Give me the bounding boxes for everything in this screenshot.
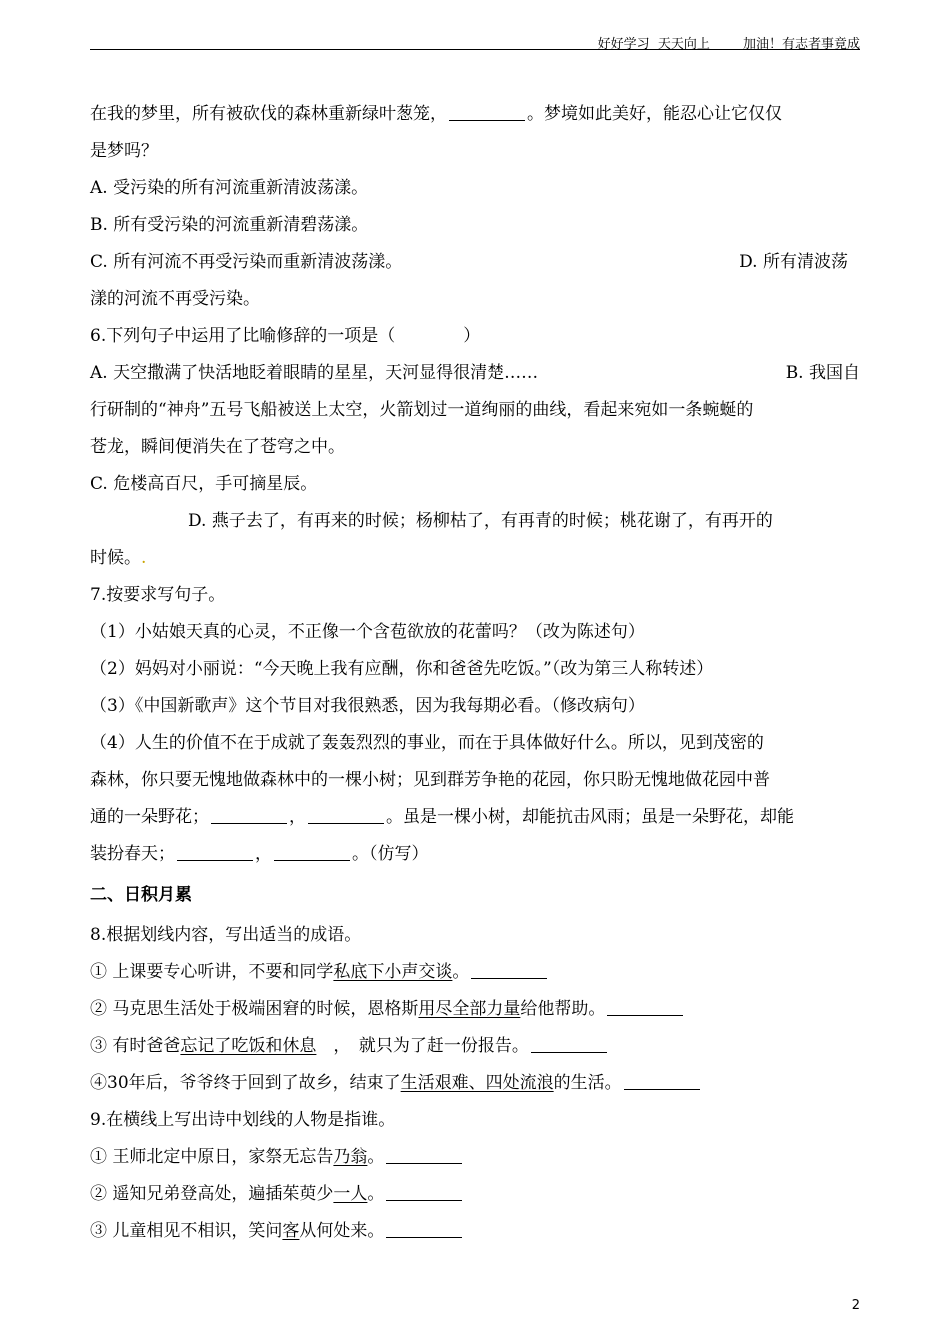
q9-item-3: ③ 儿童相见不相识，笑问客从何处来。 [90,1213,860,1250]
q9-stem: 9.在横线上写出诗中划线的人物是指谁。 [90,1110,396,1130]
header-right: 加油！有志者事竟成 [742,37,860,52]
q9-item-2: ② 遥知兄弟登高处，遍插茱萸少一人。 [90,1176,860,1213]
q7-item-4-line1: （4）人生的价值不在于成就了轰轰烈烈的事业，而在于具体做好什么。所以，见到茂密的 [90,733,764,753]
q6-option-b-cont1: 行研制的“神舟”五号飞船被送上太空，火箭划过一道绚丽的曲线，看起来宛如一条蜿蜒的 [90,400,754,420]
answer-blank[interactable] [274,859,350,861]
header-left: 好好学习 天天向上 [597,37,710,52]
q5-option-a: A. 受污染的所有河流重新清波荡漾。 [90,178,369,198]
q6-option-c: C. 危楼高百尺，手可摘星辰。 [90,474,318,494]
underlined-phrase: 忘记了吃饭和休息 [180,1036,317,1056]
q5-option-b: B. 所有受污染的河流重新清碧荡漾。 [90,215,369,235]
answer-blank[interactable] [531,1051,607,1053]
q7-item-4-line3: 通的一朵野花； ， 。虽是一棵小树，却能抗击风雨；虽是一朵野花，却能 [90,807,794,827]
answer-blank[interactable] [471,977,547,979]
q6-option-d-cont: 时候。. [90,548,147,568]
underlined-phrase: 生活艰难、四处流浪 [400,1073,554,1093]
header-rule [90,49,860,50]
q6-option-d: D. 燕子去了，有再来的时候；杨柳枯了，有再青的时候；桃花谢了，有再开的 [188,511,773,531]
q8-stem: 8.根据划线内容，写出适当的成语。 [90,925,362,945]
underlined-phrase: 私底下小声交谈 [333,962,453,982]
q5-option-cd-row [90,244,860,281]
q7-item-4-line2: 森林，你只要无愧地做森林中的一棵小树；见到群芳争艳的花园，你只盼无愧地做花园中普 [90,770,770,790]
q5-option-d: D. 所有清波荡 [739,252,848,272]
q8-item-1: ① 上课要专心听讲，不要和同学私底下小声交谈。 [90,954,860,991]
answer-blank[interactable] [308,822,384,824]
answer-blank[interactable] [607,1014,683,1016]
underlined-phrase: 一人 [333,1184,368,1204]
answer-blank[interactable] [211,822,287,824]
q6-option-b: B. 我国自 [785,363,860,383]
q8-item-3: ③ 有时爸爸忘记了吃饭和休息 ， 就只为了赶一份报告。 [90,1028,860,1065]
q5-stem-line1: 在我的梦里，所有被砍伐的森林重新绿叶葱笼， 。梦境如此美好，能忍心让它仅仅 [90,104,782,124]
q6-option-ab-row [90,355,860,392]
q7-stem: 7.按要求写句子。 [90,585,226,605]
q7-item-1: （1）小姑娘天真的心灵，不正像一个含苞欲放的花蕾吗？（改为陈述句） [90,622,645,642]
answer-blank[interactable] [386,1162,462,1164]
q7-item-4-line4: 装扮春天； ， 。（仿写） [90,844,429,864]
answer-blank[interactable] [386,1236,462,1238]
answer-blank[interactable] [449,119,525,121]
q6-stem: 6.下列句子中运用了比喻修辞的一项是（ ） [90,326,481,346]
underlined-phrase: 用尽全部力量 [418,999,521,1019]
q6-option-b-cont2: 苍龙，瞬间便消失在了苍穹之中。 [90,437,345,457]
q7-item-3: （3）《中国新歌声》这个节目对我很熟悉，因为我每期必看。（修改病句） [90,696,645,716]
worksheet-body [90,96,860,1250]
section-title: 二、日积月累 [90,885,192,905]
answer-blank[interactable] [624,1088,700,1090]
q5-stem-line2: 是梦吗？ [90,141,158,161]
q8-item-4: ④30年后，爷爷终于回到了故乡，结束了生活艰难、四处流浪的生活。 [90,1065,860,1102]
q5-option-d-cont: 漾的河流不再受污染。 [90,289,260,309]
q9-item-1: ① 王师北定中原日，家祭无忘告乃翁。 [90,1139,860,1176]
q6-option-a: A. 天空撒满了快活地眨着眼睛的星星，天河显得很清楚…… [90,363,539,383]
answer-blank[interactable] [177,859,253,861]
underlined-phrase: 客 [282,1221,300,1241]
q5-option-c: C. 所有河流不再受污染而重新清波荡漾。 [90,252,403,272]
page-number: 2 [851,1298,860,1313]
answer-blank[interactable] [386,1199,462,1201]
stray-mark: . [141,548,147,568]
q8-item-2: ② 马克思生活处于极端困窘的时候，恩格斯用尽全部力量给他帮助。 [90,991,860,1028]
underlined-phrase: 乃翁 [333,1147,368,1167]
q7-item-2: （2）妈妈对小丽说：“今天晚上我有应酬，你和爸爸先吃饭。”（改为第三人称转述） [90,659,714,679]
